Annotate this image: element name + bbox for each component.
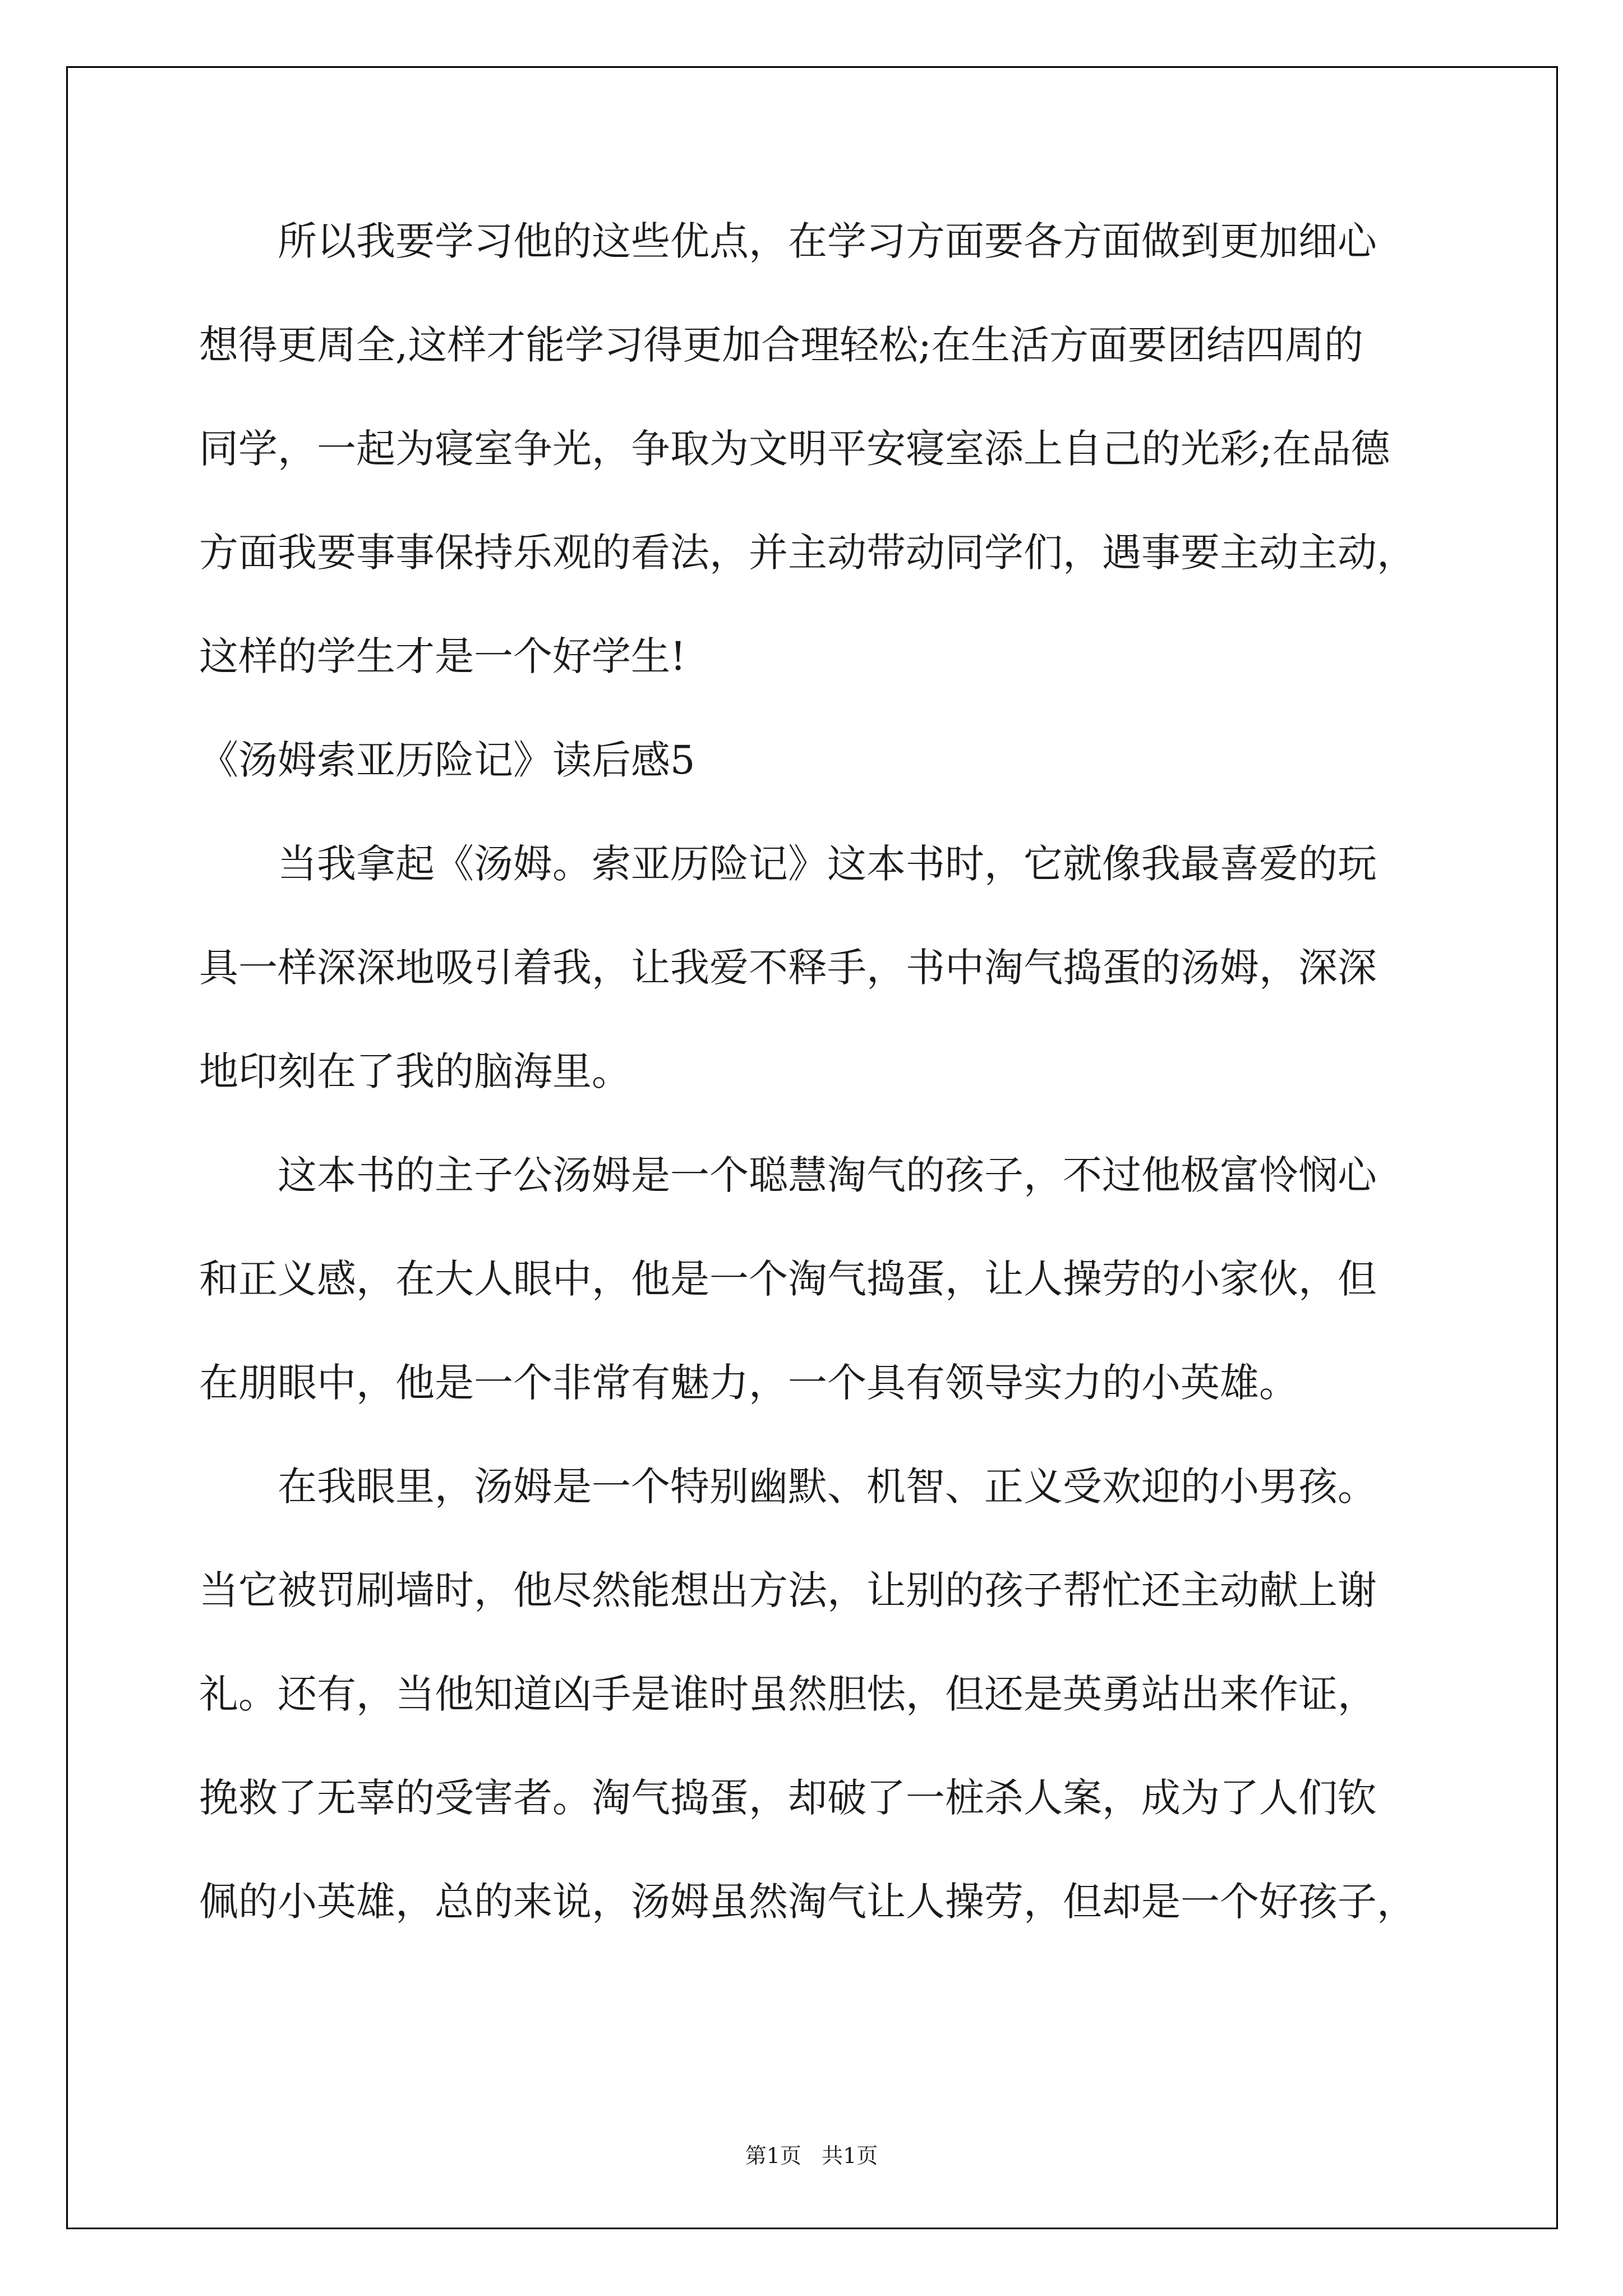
paragraph-line: 地印刻在了我的脑海里。	[199, 1048, 631, 1094]
paragraph-line: 在我眼里，汤姆是一个特别幽默、机智、正义受欢迎的小男孩。	[278, 1464, 1377, 1510]
paragraph-line: 当我拿起《汤姆。索亚历险记》这本书时，它就像我最喜爱的玩	[278, 841, 1377, 887]
page-number-footer: 第1页 共1页	[745, 2143, 878, 2168]
paragraph-line: 想得更周全,这样才能学习得更加合理轻松;在生活方面要团结四周的	[199, 322, 1363, 368]
paragraph-line: 在朋眼中，他是一个非常有魅力，一个具有领导实力的小英雄。	[199, 1360, 1298, 1406]
paragraph-line: 佩的小英雄，总的来说，汤姆虽然淘气让人操劳，但却是一个好孩子，	[199, 1879, 1416, 1925]
paragraph-line: 挽救了无辜的受害者。淘气捣蛋，却破了一桩杀人案，成为了人们钦	[199, 1775, 1377, 1821]
paragraph-line: 礼。还有，当他知道凶手是谁时虽然胆怯，但还是英勇站出来作证，	[199, 1671, 1377, 1717]
paragraph-line: 这本书的主子公汤姆是一个聪慧淘气的孩子，不过他极富怜悯心	[278, 1152, 1377, 1198]
paragraph-line: 同学，一起为寝室争光，争取为文明平安寝室添上自己的光彩;在品德	[199, 426, 1390, 472]
paragraph-line: 当它被罚刷墙时，他尽然能想出方法，让别的孩子帮忙还主动献上谢	[199, 1567, 1377, 1613]
paragraph-line: 这样的学生才是一个好学生!	[199, 633, 686, 679]
paragraph-line: 具一样深深地吸引着我，让我爱不释手，书中淘气捣蛋的汤姆，深深	[199, 945, 1377, 991]
paragraph-line: 所以我要学习他的这些优点，在学习方面要各方面做到更加细心	[278, 218, 1377, 264]
section-heading: 《汤姆索亚历险记》读后感5	[199, 737, 695, 783]
paragraph-line: 和正义感，在大人眼中，他是一个淘气捣蛋，让人操劳的小家伙，但	[199, 1256, 1377, 1302]
paragraph-line: 方面我要事事保持乐观的看法，并主动带动同学们，遇事要主动主动，	[199, 530, 1416, 576]
